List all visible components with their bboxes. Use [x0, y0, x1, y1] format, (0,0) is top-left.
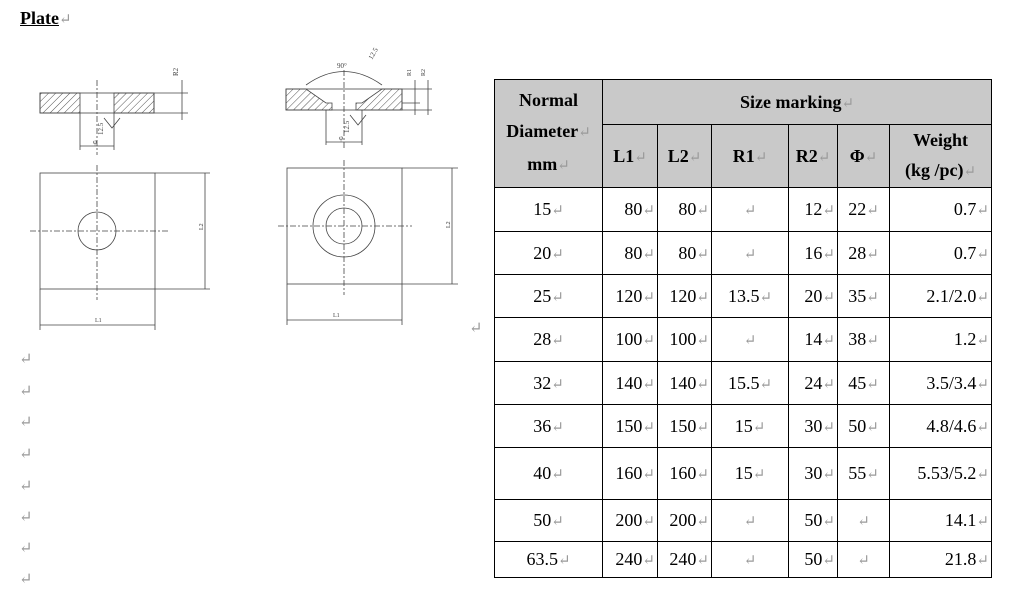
- cell-diameter: 25↵: [495, 275, 603, 318]
- cell-l2: 80↵: [658, 232, 712, 275]
- right-l2-label: L2: [446, 221, 452, 228]
- cell-r2: 12↵: [789, 188, 838, 232]
- cell-r2: 14↵: [789, 318, 838, 362]
- cell-r2: 24↵: [789, 362, 838, 405]
- table-row: [495, 232, 992, 275]
- right-roughness-label: 12.5: [343, 120, 351, 133]
- table-row: [495, 362, 992, 405]
- left-roughness-label: 12.5: [97, 122, 105, 135]
- left-top-view: [30, 165, 210, 330]
- cell-diameter: 36↵: [495, 405, 603, 448]
- right-l1-label: L1: [333, 313, 340, 319]
- cell-r1: ↵: [712, 500, 789, 542]
- cell-phi: 28↵: [838, 232, 890, 275]
- cell-l1: 150↵: [603, 405, 658, 448]
- left-side-view: [40, 80, 188, 155]
- cell-r2: 50↵: [789, 542, 838, 578]
- cell-phi: 45↵: [838, 362, 890, 405]
- cell-phi: ↵: [838, 500, 890, 542]
- cell-l1: 100↵: [603, 318, 658, 362]
- cell-l1: 140↵: [603, 362, 658, 405]
- left-l1-label: L1: [95, 318, 102, 324]
- column-header-r1: R1↵: [712, 125, 789, 188]
- cell-r1: ↵: [712, 232, 789, 275]
- cell-r1: ↵: [712, 188, 789, 232]
- right-roughness-top-label: 12.5: [366, 46, 380, 61]
- cell-diameter: 28↵: [495, 318, 603, 362]
- right-r1-label: R1: [407, 68, 413, 76]
- paragraph-mark: ↵: [19, 571, 33, 588]
- cell-r2: 30↵: [789, 448, 838, 500]
- cell-diameter: 40↵: [495, 448, 603, 500]
- paragraph-mark: ↵: [19, 540, 33, 557]
- cell-r2: 50↵: [789, 500, 838, 542]
- paragraph-mark: ↵: [469, 320, 483, 337]
- right-r2-label: R2: [421, 68, 427, 76]
- cell-l2: 150↵: [658, 405, 712, 448]
- cell-l1: 80↵: [603, 188, 658, 232]
- cell-r1: 15↵: [712, 448, 789, 500]
- cell-l2: 240↵: [658, 542, 712, 578]
- cell-weight: 4.8/4.6↵: [890, 405, 992, 448]
- table-row: [495, 405, 992, 448]
- table-row: [495, 542, 992, 578]
- cell-r1: ↵: [712, 318, 789, 362]
- size-table: [494, 79, 992, 578]
- cell-phi: 50↵: [838, 405, 890, 448]
- right-side-view: [286, 70, 432, 150]
- cell-l2: 120↵: [658, 275, 712, 318]
- cell-weight: 0.7↵: [890, 188, 992, 232]
- cell-l1: 80↵: [603, 232, 658, 275]
- paragraph-mark: ↵: [19, 478, 33, 495]
- cell-diameter: 32↵: [495, 362, 603, 405]
- cell-diameter: 15↵: [495, 188, 603, 232]
- cell-r2: 16↵: [789, 232, 838, 275]
- column-header-r2: R2↵: [789, 125, 838, 188]
- paragraph-mark: ↵: [19, 509, 33, 526]
- paragraph-mark: ↵: [58, 12, 72, 28]
- paragraph-mark: ↵: [19, 414, 33, 431]
- plate-drawings: [0, 0, 483, 340]
- paragraph-mark: ↵: [19, 446, 33, 463]
- column-header-l1: L1↵: [603, 125, 658, 188]
- table-row: [495, 500, 992, 542]
- column-header-phi: Φ↵: [838, 125, 890, 188]
- table-row: [495, 275, 992, 318]
- cell-weight: 2.1/2.0↵: [890, 275, 992, 318]
- cell-phi: 55↵: [838, 448, 890, 500]
- cell-diameter: 50↵: [495, 500, 603, 542]
- cell-l2: 100↵: [658, 318, 712, 362]
- cell-r1: 15.5↵: [712, 362, 789, 405]
- cell-weight: 0.7↵: [890, 232, 992, 275]
- cell-weight: 3.5/3.4↵: [890, 362, 992, 405]
- cell-phi: 35↵: [838, 275, 890, 318]
- paragraph-mark: ↵: [19, 383, 33, 400]
- cell-l1: 120↵: [603, 275, 658, 318]
- cell-l1: 160↵: [603, 448, 658, 500]
- right-angle-label: 90°: [337, 62, 347, 70]
- table-row: [495, 318, 992, 362]
- cell-r1: 15↵: [712, 405, 789, 448]
- cell-phi: ↵: [838, 542, 890, 578]
- cell-phi: 22↵: [838, 188, 890, 232]
- cell-l2: 80↵: [658, 188, 712, 232]
- cell-r2: 30↵: [789, 405, 838, 448]
- cell-diameter: 63.5↵: [495, 542, 603, 578]
- paragraph-mark: ↵: [19, 351, 33, 368]
- column-header-weight: Weight (kg /pc)↵: [890, 125, 992, 188]
- cell-r1: 13.5↵: [712, 275, 789, 318]
- cell-l1: 240↵: [603, 542, 658, 578]
- cell-l2: 160↵: [658, 448, 712, 500]
- cell-r1: ↵: [712, 542, 789, 578]
- cell-weight: 21.8↵: [890, 542, 992, 578]
- cell-weight: 5.53/5.2↵: [890, 448, 992, 500]
- cell-weight: 1.2↵: [890, 318, 992, 362]
- page-title: Plate↵: [20, 8, 72, 28]
- table-row: [495, 448, 992, 500]
- cell-phi: 38↵: [838, 318, 890, 362]
- cell-l2: 140↵: [658, 362, 712, 405]
- cell-l2: 200↵: [658, 500, 712, 542]
- cell-diameter: 20↵: [495, 232, 603, 275]
- size-marking-header: Size marking↵: [603, 80, 992, 125]
- cell-weight: 14.1↵: [890, 500, 992, 542]
- cell-l1: 200↵: [603, 500, 658, 542]
- column-header-l2: L2↵: [658, 125, 712, 188]
- table-row: [495, 188, 992, 232]
- left-phi-label: φ: [93, 138, 98, 146]
- left-r2-label: R2: [172, 67, 180, 76]
- normal-diameter-header: Normal Diameter↵ mm↵: [495, 80, 603, 188]
- cell-r2: 20↵: [789, 275, 838, 318]
- right-top-view: [278, 160, 458, 325]
- left-l2-label: L2: [199, 223, 205, 230]
- right-phi-label: φ: [339, 134, 344, 142]
